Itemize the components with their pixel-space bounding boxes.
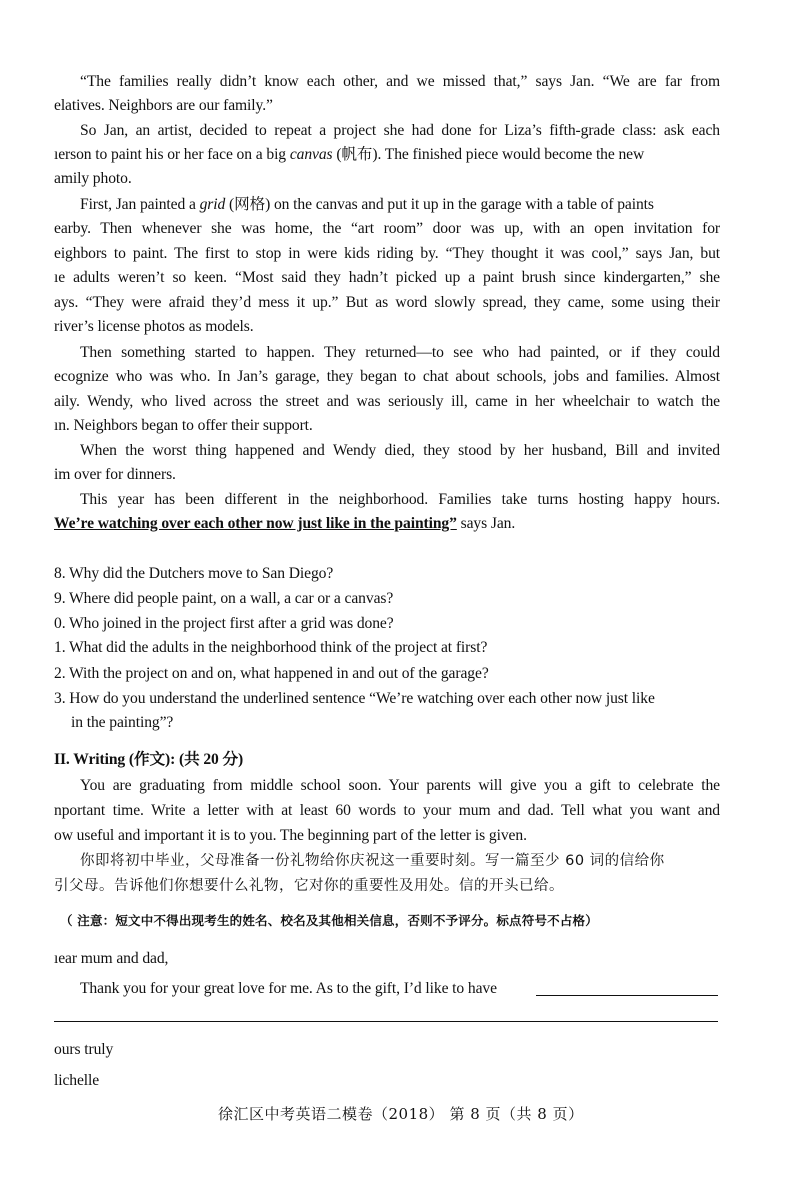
passage-line [54,514,515,534]
scoring-note: （ 注意：短文中不得出现考生的姓名、校名及其他相关信息，否则不予评分。标点符号不占格） [60,913,598,928]
question-item: 0. Who joined in the project first after a grid was done? [54,615,394,632]
question-item: 2. With the project on and on, what happened in and out of the garage? [54,665,489,682]
prompt-line: You are graduating from middle school soon. Your parents will give you a gift to celebrate the [80,777,720,794]
underlined-sentence: We’re watching over each other now just like in the painting” [54,515,457,532]
passage-line: river’s license photos as models. [54,318,254,335]
passage-line: ecognize who was who. In Jan’s garage, they began to chat about schools, jobs and families. Almost [54,368,720,385]
passage-line: im over for dinners. [54,466,176,483]
passage-line: earby. Then whenever she was home, the “art room” door was up, with an open invitation for [54,220,720,237]
section-heading: II. Writing (作文): (共 20 分) [54,751,244,768]
passage-line: ıe adults weren’t so keen. “Most said they hadn’t picked up a paint brush since kindergarten,” she [54,269,720,286]
question-item: 9. Where did people paint, on a wall, a car or a canvas? [54,590,394,607]
grid-term: grid [199,196,226,213]
letter-signature: lichelle [54,1072,100,1089]
passage-line: elatives. Neighbors are our family.” [54,97,273,114]
text-run: says Jan. [456,515,516,532]
letter-closing: ours truly [54,1041,114,1058]
passage-line: ın. Neighbors began to offer their support. [54,417,313,434]
page-footer: 徐汇区中考英语二模卷（2018） 第 8 页（共 8 页） [218,1105,584,1123]
answer-blank[interactable] [536,995,718,996]
passage-line [80,195,654,215]
passage-line: eighbors to paint. The first to stop in were kids riding by. “They thought it was cool,” says Jan, but [54,245,720,262]
letter-salutation: ıear mum and dad, [54,950,169,967]
passage-line: aily. Wendy, who lived across the street and was seriously ill, came in her wheelchair to watch the [54,393,720,410]
text-run: ıerson to paint his or her face on a big [54,146,290,163]
prompt-line-cn: 你即将初中毕业，父母准备一份礼物给你庆祝这一重要时刻。写一篇至少 60 词的信给你 [80,853,665,869]
passage-line: So Jan, an artist, decided to repeat a project she had done for Liza’s fifth-grade class: ask each [80,122,720,139]
prompt-line: nportant time. Write a letter with at least 60 words to your mum and dad. Tell what you want and [54,802,720,819]
prompt-line: ow useful and important it is to you. The beginning part of the letter is given. [54,827,527,844]
letter-opening: Thank you for your great love for me. As to the gift, I’d like to have [80,980,497,997]
passage-line: When the worst thing happened and Wendy died, they stood by her husband, Bill and invited [80,442,720,459]
passage-line [54,145,720,165]
passage-line: amily photo. [54,170,132,187]
answer-line[interactable] [54,1021,718,1022]
question-item: 1. What did the adults in the neighborhood think of the project at first? [54,639,488,656]
question-item: 8. Why did the Dutchers move to San Diego? [54,565,334,582]
text-run: (网格) on the canvas and put it up in the garage with a table of paints [225,196,654,213]
question-item: in the painting”? [71,714,174,731]
canvas-term: canvas [289,146,333,163]
question-item: 3. How do you understand the underlined sentence “We’re watching over each other now just like [54,690,655,707]
passage-line: This year has been different in the neighborhood. Families take turns hosting happy hours. [80,491,720,508]
passage-line: “The families really didn’t know each other, and we missed that,” says Jan. “We are far from [80,73,720,90]
text-run: First, Jan painted a [80,196,200,213]
text-run: (帆布). The finished piece would become the new [332,146,645,163]
passage-line: Then something started to happen. They returned—to see who had painted, or if they could [80,344,720,361]
prompt-line-cn: 引父母。告诉他们你想要什么礼物，它对你的重要性及用处。信的开头已给。 [54,878,564,894]
passage-line: ays. “They were afraid they’d mess it up.” But as word slowly spread, they came, some using their [54,294,720,311]
